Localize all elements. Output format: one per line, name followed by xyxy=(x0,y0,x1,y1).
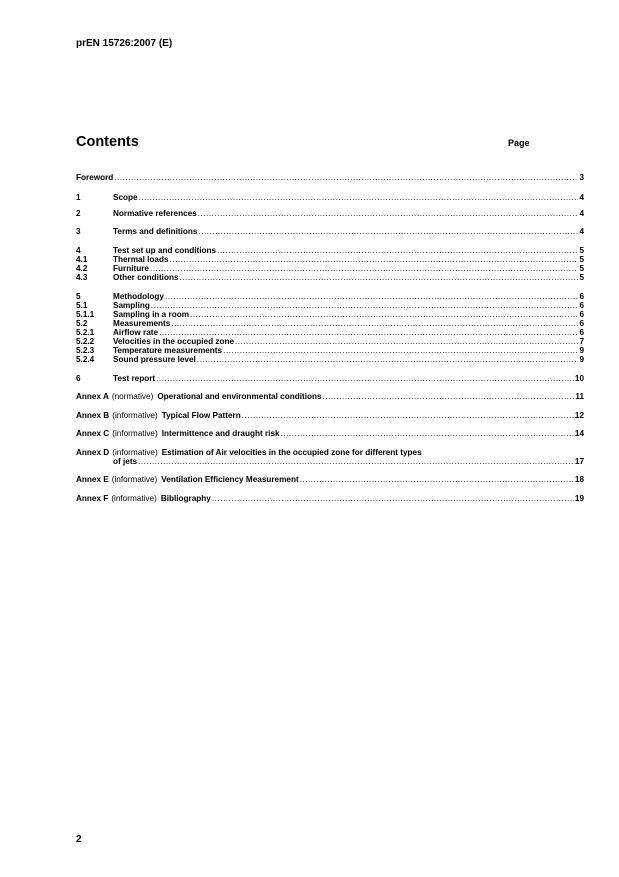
annex-title: Typical Flow Pattern xyxy=(161,411,241,420)
toc-entry-number: 5.2.4 xyxy=(76,355,95,364)
toc-entry-title: Measurements xyxy=(113,319,171,328)
toc-entry-title: Scope xyxy=(113,193,138,202)
toc-entry-title: Temperature measurements xyxy=(113,346,223,355)
toc-entry-title: Furniture xyxy=(113,264,149,273)
annex-label: Annex A xyxy=(76,392,109,401)
toc-entry-page: 3 xyxy=(579,173,584,182)
annex-label: Annex E xyxy=(76,475,109,484)
toc-entry-number: 5.2 xyxy=(76,319,88,328)
annex-type: (informative) xyxy=(112,411,158,420)
toc-entry-number: 5.2.2 xyxy=(76,337,95,346)
toc-entry-title: Sound pressure level xyxy=(113,355,196,364)
toc-entry-number: 4.3 xyxy=(76,273,88,282)
toc-entry-title: Other conditions xyxy=(113,273,179,282)
annex-title-continuation: of jets xyxy=(113,457,138,466)
toc-entry-page: 6 xyxy=(579,301,584,310)
contents-heading: Contents xyxy=(76,134,139,150)
leader-dots xyxy=(198,227,578,237)
toc-entry-number: 4.2 xyxy=(76,264,88,273)
toc-entry-number: 4.1 xyxy=(76,255,88,264)
toc-entry-title: Terms and definitions xyxy=(113,227,198,236)
annex-title: Intermittence and draught risk xyxy=(161,429,280,438)
toc-entry-number: 3 xyxy=(76,227,81,236)
annex-label: Annex B xyxy=(76,411,110,420)
leader-dots xyxy=(197,355,579,365)
annex-type: (informative) xyxy=(111,475,158,484)
leader-dots xyxy=(114,173,578,183)
toc-entry-number: 5.2.1 xyxy=(76,328,95,337)
toc-entry-number: 1 xyxy=(76,193,81,202)
toc-entry-page: 6 xyxy=(579,319,584,328)
toc-entry[interactable] xyxy=(76,273,584,283)
toc-entry-page: 4 xyxy=(579,209,584,218)
annex-page: 12 xyxy=(574,411,584,420)
toc-entry-number: 6 xyxy=(76,374,81,383)
toc-entry[interactable] xyxy=(76,209,584,219)
toc-entry-number: 5 xyxy=(76,292,81,301)
annex-label: Annex D xyxy=(76,448,110,457)
annex-page: 17 xyxy=(574,457,584,466)
leader-dots xyxy=(242,411,574,421)
annex-title: Ventilation Efficiency Measurement xyxy=(161,475,299,484)
annex-type: (informative) xyxy=(112,429,158,438)
toc-entry-title: Thermal loads xyxy=(113,255,169,264)
leader-dots xyxy=(139,193,579,203)
toc-entry[interactable] xyxy=(76,374,584,384)
annex-label: Annex C xyxy=(76,429,110,438)
toc-entry-page: 5 xyxy=(579,264,584,273)
toc-entry-title: Test set up and conditions xyxy=(113,246,217,255)
annex-page: 14 xyxy=(574,429,584,438)
toc-entry-page: 5 xyxy=(579,246,584,255)
toc-entry-page: 6 xyxy=(579,292,584,301)
toc-entry-page: 4 xyxy=(579,227,584,236)
toc-entry-title: Normative references xyxy=(113,209,197,218)
toc-entry-page: 9 xyxy=(579,346,584,355)
toc-entry-number: 5.1 xyxy=(76,301,88,310)
annex-type: (informative) xyxy=(112,448,158,457)
toc-entry-page: 5 xyxy=(579,273,584,282)
annex-label: Annex F xyxy=(76,494,109,503)
leader-dots xyxy=(198,209,579,219)
toc-entry-title: Sampling xyxy=(113,301,150,310)
toc-entry-title: Foreword xyxy=(76,173,114,182)
page-column-label: Page xyxy=(508,138,530,148)
leader-dots xyxy=(180,273,579,283)
toc-entry-page: 4 xyxy=(579,193,584,202)
annex-title: Operational and environmental conditions xyxy=(157,392,322,401)
toc-entry-number: 5.2.3 xyxy=(76,346,95,355)
annex-type: (informative) xyxy=(111,494,157,503)
toc-entry-title: Airflow rate xyxy=(113,328,159,337)
annex-page: 11 xyxy=(575,392,584,401)
toc-entry[interactable] xyxy=(76,193,584,203)
toc-entry-foreword[interactable] xyxy=(76,173,584,183)
leader-dots xyxy=(212,494,574,504)
toc-annex-entry[interactable] xyxy=(76,429,584,439)
annex-title: Bibliography xyxy=(160,494,211,503)
toc-entry-page: 5 xyxy=(579,255,584,264)
toc-entry-page: 7 xyxy=(579,337,584,346)
toc-entry-number: 4 xyxy=(76,246,81,255)
leader-dots xyxy=(281,429,574,439)
toc-annex-entry-continuation[interactable] xyxy=(76,457,584,467)
leader-dots xyxy=(138,457,574,467)
toc-entry[interactable] xyxy=(76,355,584,365)
leader-dots xyxy=(323,392,575,402)
toc-entry-page: 6 xyxy=(579,328,584,337)
annex-page: 18 xyxy=(574,475,584,484)
document-id: prEN 15726:2007 (E) xyxy=(76,38,173,49)
toc-entry-title: Test report xyxy=(113,374,156,383)
page-number: 2 xyxy=(76,834,82,845)
toc-annex-entry[interactable] xyxy=(76,392,584,402)
toc-entry-page: 6 xyxy=(579,310,584,319)
toc-entry-number: 2 xyxy=(76,209,81,218)
annex-title: Estimation of Air velocities in the occupied zone for different types xyxy=(161,448,422,457)
toc-entry-title: Velocities in the occupied zone xyxy=(113,337,235,346)
toc-annex-entry[interactable] xyxy=(76,475,584,485)
toc-annex-entry[interactable] xyxy=(76,411,584,421)
leader-dots xyxy=(300,475,574,485)
toc-entry-title: Sampling in a room xyxy=(113,310,189,319)
toc-entry[interactable] xyxy=(76,227,584,237)
annex-page: 19 xyxy=(574,494,584,503)
toc-annex-entry[interactable] xyxy=(76,494,584,504)
toc-entry-page: 9 xyxy=(579,355,584,364)
toc-entry-page: 10 xyxy=(574,374,584,383)
leader-dots xyxy=(156,374,574,384)
toc-entry-title: Methodology xyxy=(113,292,164,301)
annex-type: (normative) xyxy=(111,392,154,401)
toc-entry-number: 5.1.1 xyxy=(76,310,95,319)
